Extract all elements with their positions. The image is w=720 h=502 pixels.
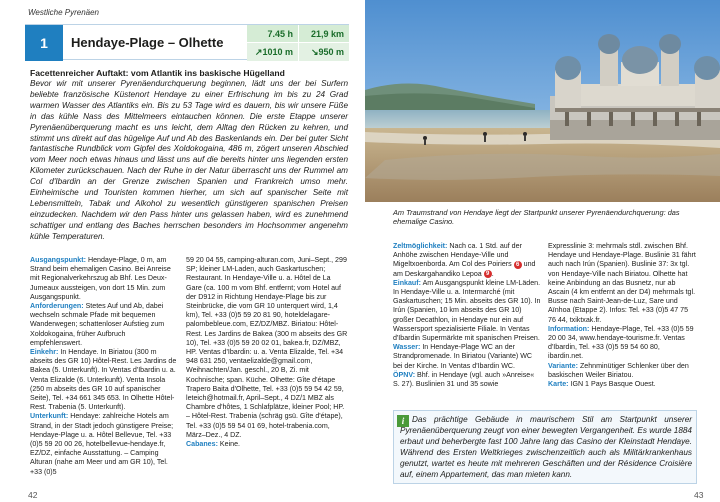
page-number-right: 43	[694, 490, 704, 500]
info-text: Hendaye-Plage, 0 m, am Strand beim ehemaligen Casino. Bei Anreise mit Regionalverkehrszug ab Bhf. Les Deux-Jumeaux aussteigen, von dort 15 Min. zum Ausgangspunkt.	[30, 256, 171, 301]
info-text: Am Ausgangspunkt kleine LM-Läden. In Hendaye-Ville u. a. Intermarché (mit Gaskartuschen; 15 Min. abseits des GR 10). In Irún (Spanien, 10 km abseits des GR 10) großer Decathlon, in Hendaye nur ein auf Wassersport spezialisierte Filiale. In Ventas d'Ibardin Supermärkte mit spanischen Preisen.	[393, 278, 541, 343]
info-label: Anforderungen:	[30, 302, 84, 311]
info-label: Information:	[548, 324, 590, 333]
tour-header	[25, 24, 349, 60]
waypoint-badge: 6	[514, 261, 522, 269]
info-text: und am Deskargahandiko Lepoa	[393, 260, 536, 278]
tour-number: 1	[25, 25, 63, 61]
info-text: In Hendaye. In Biriatou (300 m abseits des GR 10) Hôtel-Rest. Les Jardins de Bakea (5. Unterkunft). In Ventas d'Ibardin u. a. Venta Elizalde (6. Unterkunft). Venta Insola (250 m abseits des GR 10 auf spanischer Seite), Tel. +34 661 345 653. In Olhette Hôtel-Rest. Trabenia (5. Unterkunft).	[30, 348, 177, 412]
photo-caption: Am Traumstrand von Hendaye liegt der Startpunkt unserer Pyrenäendurchquerung: das ehemalige Casino.	[393, 208, 680, 226]
info-text: 59 20 04 55, camping-alturan.com, Juni–Sept., 299 SP; kleiner LM-Laden, auch Gaskartuschen; Restaurant. In Hendaye-Ville u. a. Hôtel de La Gare (ca. 100 m vom Bhf. entfernt; vom Hotel auf der D912 in Richtung Hendaye-Plage bis zur Steinbrücke, die vom GR 10 unterquert wird, 1,4 km), Tel. +33 (0)5 59 20 81 90, hoteldelagare-palombebleue.com, EZ/DZ/MBZ. Biriatou: Hôtel-Rest. Les Jardins de Bakea (300 m abseits des GR 10), Tel. +33 (0)5 59 20 02 01, bakea.fr, DZ/MBZ, HP. Ventas d'Ibardin: u. a. Venta Elizalde, Tel. +34 948 631 250, ventaelizalde@gmail.com, Weihnachten/Jan. geschl., 20 B, Zi. mit Kochnische; span. Küche. Olhette: Gîte d'étape Trapero Baita d'Olhette, Tel. +33 (0)5 59 54 42 59, leteich@hotmail.fr, April–Sept., 4 DZ/1 MBZ als Chambre d'hôtes, 1 Schlafplätze, kleiner Pool; HP. – Hôtel-Rest. Trabenia (schräg gsü. Gîte d'étape), Tel. +33 (0)5 59 54 01 69, hotel-trabenia.com, März–Dez., 4 DZ.	[186, 256, 348, 439]
info-text: Expresslinie 3: mehrmals stdl. zwischen Bhf. Hendaye und Hendaye-Plage. Buslinie 31 fährt auch nach Irún (Spanien). Buslinie 37: 3x tgl. von Hendaye-Ville nach Biriatou. Olhette hat keine Anbindung an das Busnetz, nur ab Ascain (4 km entfernt an der D4) mehrmals tgl. Busse nach Saint-Jean-de-Luz, Sare und Aïnhoa (Etappe 2). Infos: Tel. +33 (0)5 47 75 76 44, txiktxak.fr.	[548, 242, 696, 324]
info-label: Wasser:	[393, 343, 421, 352]
info-text: .	[491, 269, 494, 278]
info-entry	[548, 380, 696, 389]
info-label: Unterkunft:	[30, 412, 69, 421]
info-text: Bhf. in Hendaye (vgl. auch »Anreise« S. 27). Buslinien 31 und 35 sowie	[393, 370, 535, 389]
info-text: Hendaye: zahlreiche Hotels am Strand, in der Stadt jedoch günstigere Preise; Hendaye-Plage u. a. Hôtel Bellevue, Tel. +33 (0)5 59 20 00 26, hotelbellevue-hendaye.fr, EZ/DZ, einfache Ausstattung. – Camping Alturan (nahe am Meer und am GR 10), Tel. +33 (0)5	[30, 412, 174, 476]
info-entry	[30, 256, 178, 302]
info-label: Karte:	[548, 380, 569, 389]
info-entry	[393, 371, 541, 389]
tour-title: Hendaye-Plage – Olhette	[71, 34, 224, 50]
beach-casino-image	[365, 0, 720, 202]
tour-distance: 21,9 km	[299, 25, 349, 43]
info-text: IGN 1 Pays Basque Ouest.	[568, 380, 656, 389]
info-box	[393, 410, 697, 484]
info-label: Ausgangspunkt:	[30, 256, 86, 264]
intro-title: Facettenreicher Auftakt: vom Atlantik ins baskische Hügelland	[30, 68, 285, 78]
info-label: Einkehr:	[30, 348, 59, 357]
info-entry	[186, 440, 348, 449]
info-text: Hendaye-Plage, Tel. +33 (0)5 59 20 00 34, www.hendaye-tourisme.fr. Ventas d'Ibardin, Tel. +33 (0)5 59 54 60 80, ibardin.net.	[548, 324, 694, 361]
info-entry	[30, 412, 178, 476]
info-text: In Hendaye-Plage WC an der Strandpromenade. In Biriatou (Variante) WC bei der Kirche. In Ventas d'Ibardin WC.	[393, 343, 533, 370]
info-icon: i	[397, 415, 409, 427]
info-entry	[393, 279, 541, 343]
info-text: Nach ca. 1 Std. auf der Anhöhe zwischen Hendaye-Ville und Migeltxoenborda. Am Col des Poiriers	[393, 242, 522, 269]
info-entry	[548, 325, 696, 362]
casino-photo	[365, 0, 720, 202]
info-entry	[393, 242, 541, 279]
info-entry	[30, 348, 178, 412]
page-number-left: 42	[28, 490, 38, 500]
info-entry	[393, 343, 541, 371]
info-entry	[548, 242, 696, 325]
tour-stats	[247, 25, 349, 59]
right-info-column-2	[548, 242, 696, 389]
info-text: Keine.	[217, 440, 241, 449]
tour-ascent: ↗1010 m	[247, 43, 299, 61]
tour-descent: ↘950 m	[299, 43, 349, 61]
tour-time: 7.45 h	[247, 25, 299, 43]
info-label: ÖPNV:	[393, 370, 416, 379]
info-entry	[186, 256, 348, 440]
info-label: Einkauf:	[393, 278, 421, 287]
left-info-column-1	[30, 256, 178, 477]
right-info-column-1	[393, 242, 541, 389]
info-label: Variante:	[548, 361, 578, 370]
intro-text: Bevor wir mit unserer Pyrenäendurchquerung beginnen, lädt uns der bei Surfern beliebte französische Küstenort Hendaye zu einer Erfrischung im bis zu 24 Grad warmen Wasser des Atlantiks ein. Bis zu 53 Tage wird es dauern, bis wir unsere Füße in das kühle Nass des Mittelmeers eintauchen können. Die erste Etappe unserer Pyrenäenüberquerung macht es uns leicht, dem Alltag den Rücken zu kehren, und stimmt uns direkt auf das hügelige Auf und Ab des Baskenlands ein. Der bei guter Sicht fantastische Rundblick vom Gipfel des Xoldokogaina, 486 m, zögert unseren Abschied vom Meer noch etwas hinaus und lässt uns auf die bereits hinter uns liegenden ersten Kilometer zurückschauen. Nach der Ruhe in der Natur überrascht uns der Rummel am Col d'Ibardin an der Grenze zwischen Spanien und Frankreich umso mehr. Einheimische und Touristen kommen hierher, um sich auf spanischer Seite mit Lebensmitteln, Tabak und Alkohol zu wesentlich günstigeren spanischen Preisen einzudecken. Nachdem wir den Pass hinter uns gelassen haben, wird es zunehmend schattiger und entlang des Baches herrschen besonders im Hochsommer angenehm kühle Temperaturen.	[30, 79, 348, 241]
info-text: Stetes Auf und Ab, dabei wechseln schmale Pfade mit bequemen Wanderwegen; schattenloser Aufstieg zum Xoldokogaina, früher Aufbruch empfehlenswert.	[30, 302, 165, 347]
info-label: Cabanes:	[186, 440, 218, 449]
section-label: Westliche Pyrenäen	[28, 8, 99, 17]
info-entry	[30, 302, 178, 348]
waypoint-badge: 9	[484, 270, 492, 278]
info-box-text: Das prächtige Gebäude in maurischem Stil am Startpunkt unserer Pyrenäenüberquerung zeugt von einer bewegten Vergangenheit. Es wurde 1884 erbaut und beherbergte fast 100 Jahre lang das Casino der Kleinstadt Hendaye. Während des Ersten Weltkrieges zwischenzeitlich auch als Militärkrankenhaus genutzt, wartet es heute mit mehreren Geschäften und der Résidence Croisière auf, einem Appartement, das man mieten kann.	[400, 415, 692, 479]
left-info-column-2	[186, 256, 348, 449]
info-entry	[548, 362, 696, 380]
info-text: Zehnminütiger Schlenker über den baskischen Weiler Biriatou.	[548, 361, 689, 379]
info-label: Zeltmöglichkeit:	[393, 242, 448, 250]
